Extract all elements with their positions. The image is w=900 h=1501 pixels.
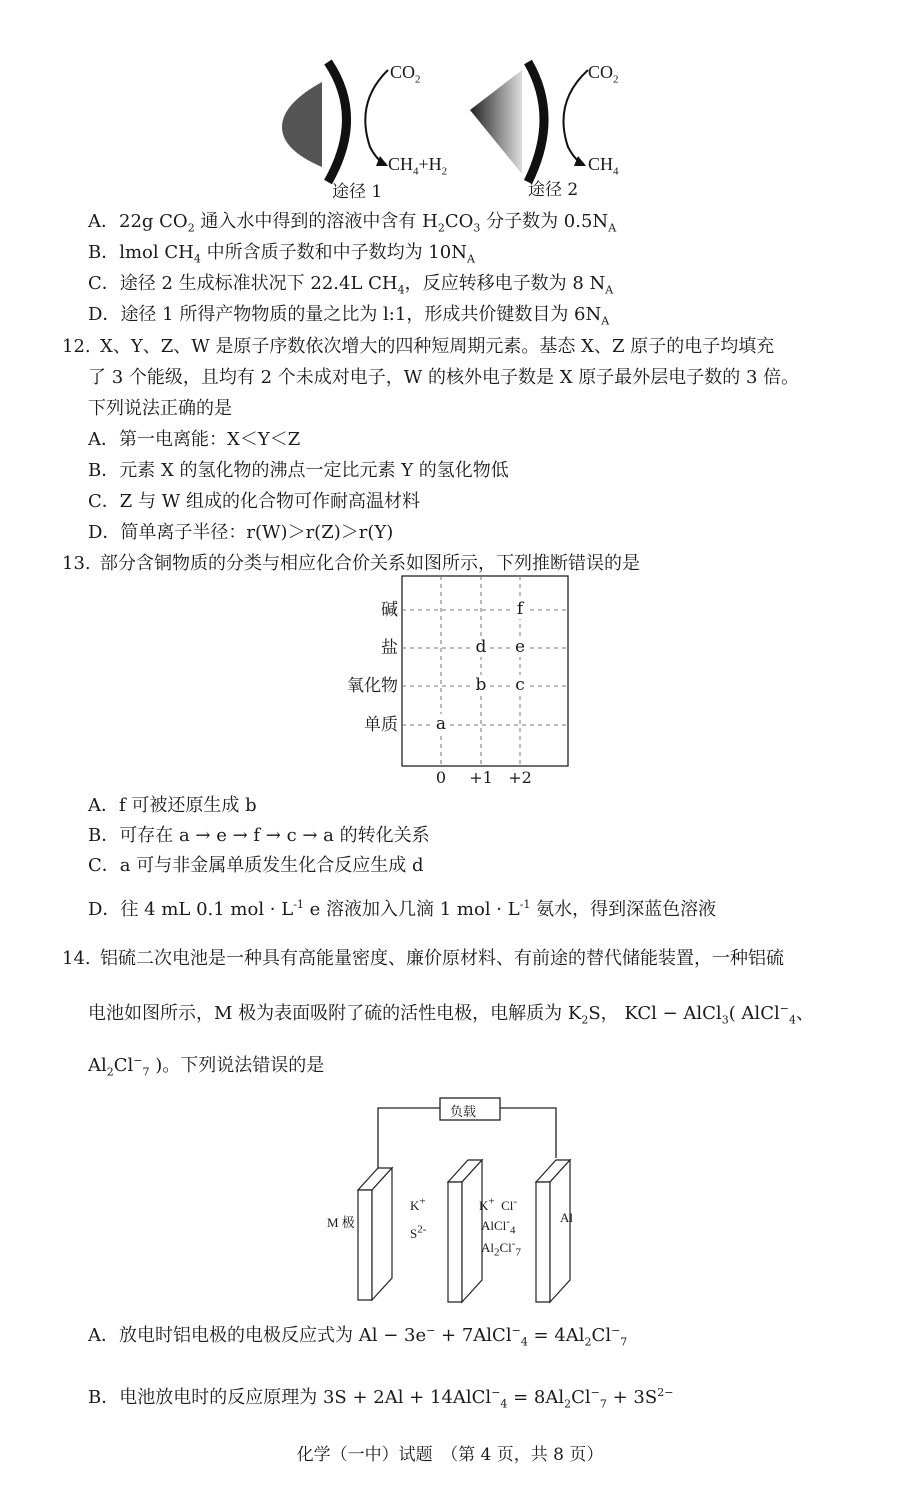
- m-electrode-label: M 极: [327, 1215, 355, 1230]
- load-label: 负载: [450, 1104, 477, 1119]
- q14-option-b: B．电池放电时的反应原理为 3S + 2Al + 14AlCl−$_4$ = $8Al_2Cl^-_7 + 3S^{2-}$: [88, 1386, 674, 1411]
- right-ion-alcl4: AlCl-$_4$: [481, 1215, 516, 1237]
- left-ion-s: $S^{2-}$: [410, 1223, 427, 1241]
- q11-option-a: A．22g $CO_2$ 通入水中得到的溶液中含有 $H_2CO_3$ 分子数为 $0.5N_A$: [88, 211, 617, 235]
- q13-number: 13.: [62, 553, 91, 574]
- route2-caption: 途径 2: [528, 180, 579, 200]
- arrow-2-icon: [564, 70, 589, 164]
- point-f: f: [512, 599, 528, 619]
- q13-option-c: C．a 可与非金属单质发生化合反应生成 d: [88, 855, 424, 876]
- electrode-2-icon: [528, 62, 544, 182]
- q11-option-b: B．lmol $CH_4$ 中所含质子数和中子数均为 $10N_A$: [88, 242, 475, 266]
- right-ion-al2cl7: $Al_2Cl^-_7$: [481, 1237, 521, 1259]
- q12-stem-line1: X、Y、Z、W 是原子序数依次增大的四种短周期元素。基态 X、Z 原子的电子均填充: [100, 336, 775, 357]
- q12-stem-line2: 了 3 个能级，且均有 2 个未成对电子，W 的核外电子数是 X 原子最外层电子数的 3 倍。: [88, 367, 800, 388]
- route1-co2-label: $CO_2$: [390, 62, 421, 86]
- al-electrode-label: Al: [560, 1210, 573, 1225]
- row-label: 碱: [381, 600, 398, 620]
- route1-caption: 途径 1: [332, 182, 383, 202]
- row-label: 单质: [364, 715, 398, 735]
- q12-option-c: C．Z 与 W 组成的化合物可作耐高温材料: [88, 491, 420, 512]
- q13-option-a: A．f 可被还原生成 b: [88, 795, 257, 816]
- q14-stem-line1: 铝硫二次电池是一种具有高能量密度、廉价原材料、有前途的替代储能装置，一种铝硫: [100, 948, 784, 969]
- q11-option-d: D．途径 1 所得产物物质的量之比为 l:1，形成共价键数目为 $6N_A$: [88, 304, 610, 328]
- q12-option-d: D．简单离子半径：r(W)＞r(Z)＞r(Y): [88, 522, 394, 543]
- page-footer: 化学（一中）试题 （第 4 页，共 8 页）: [296, 1445, 604, 1465]
- q12-stem-line3: 下列说法正确的是: [88, 398, 232, 419]
- col-label: +2: [508, 768, 532, 787]
- q13-stem: 部分含铜物质的分类与相应化合价关系如图所示，下列推断错误的是: [100, 553, 640, 574]
- point-a: a: [433, 714, 449, 734]
- catalyst-1-icon: [282, 82, 322, 167]
- row-label: 盐: [381, 638, 398, 658]
- left-ion-k: K+: [410, 1195, 426, 1213]
- q14-stem-line2: 电池如图所示，M 极为表面吸附了硫的活性电极，电解质为 $K_2S$， KCl − AlCl$_3$( AlCl−$_4$、: [88, 1002, 814, 1027]
- q12-option-b: B．元素 X 的氢化物的沸点一定比元素 Y 的氢化物低: [88, 460, 509, 481]
- q14-number: 14.: [62, 948, 91, 969]
- row-label: 氧化物: [347, 676, 398, 696]
- arrow-1-icon: [365, 70, 388, 164]
- route2-product-label: $CH_4$: [588, 154, 619, 178]
- q11-option-c: C．途径 2 生成标准状况下 22.4L $CH_4$，反应转移电子数为 8 $N_A$: [88, 273, 614, 297]
- q12-number: 12.: [62, 336, 91, 357]
- electrode-1-icon: [328, 62, 347, 182]
- valence-class-chart: [320, 570, 580, 790]
- q14-stem-line3: $Al_2Cl^-_7$ )。下列说法错误的是: [88, 1054, 325, 1079]
- q13-option-d: D．往 4 mL 0.1 mol · $L^{-1}$ e 溶液加入几滴 1 mol · $L^{-1}$ 氨水，得到深蓝色溶液: [88, 898, 717, 920]
- catalyst-2-icon: [470, 70, 522, 174]
- col-label: +1: [469, 768, 493, 787]
- battery-diagram: [320, 1090, 620, 1315]
- right-ion-k-cl: K+ Cl-: [479, 1195, 518, 1213]
- point-b: b: [473, 675, 489, 695]
- chart-frame: [402, 576, 568, 766]
- route1-products-label: $CH_4+H_2$: [388, 154, 448, 178]
- point-d: d: [473, 637, 489, 657]
- q12-option-a: A．第一电离能：X＜Y＜Z: [88, 429, 301, 450]
- col-label: 0: [435, 768, 447, 787]
- q14-option-a: A．放电时铝电极的电极反应式为 Al − 3e− + 7AlCl−$_4$ = $4Al_2Cl^-_7$: [88, 1324, 628, 1349]
- q13-option-b: B．可存在 a → e → f → c → a 的转化关系: [88, 825, 430, 846]
- point-e: e: [512, 637, 528, 657]
- route2-co2-label: $CO_2$: [588, 62, 619, 86]
- point-c: c: [512, 675, 528, 695]
